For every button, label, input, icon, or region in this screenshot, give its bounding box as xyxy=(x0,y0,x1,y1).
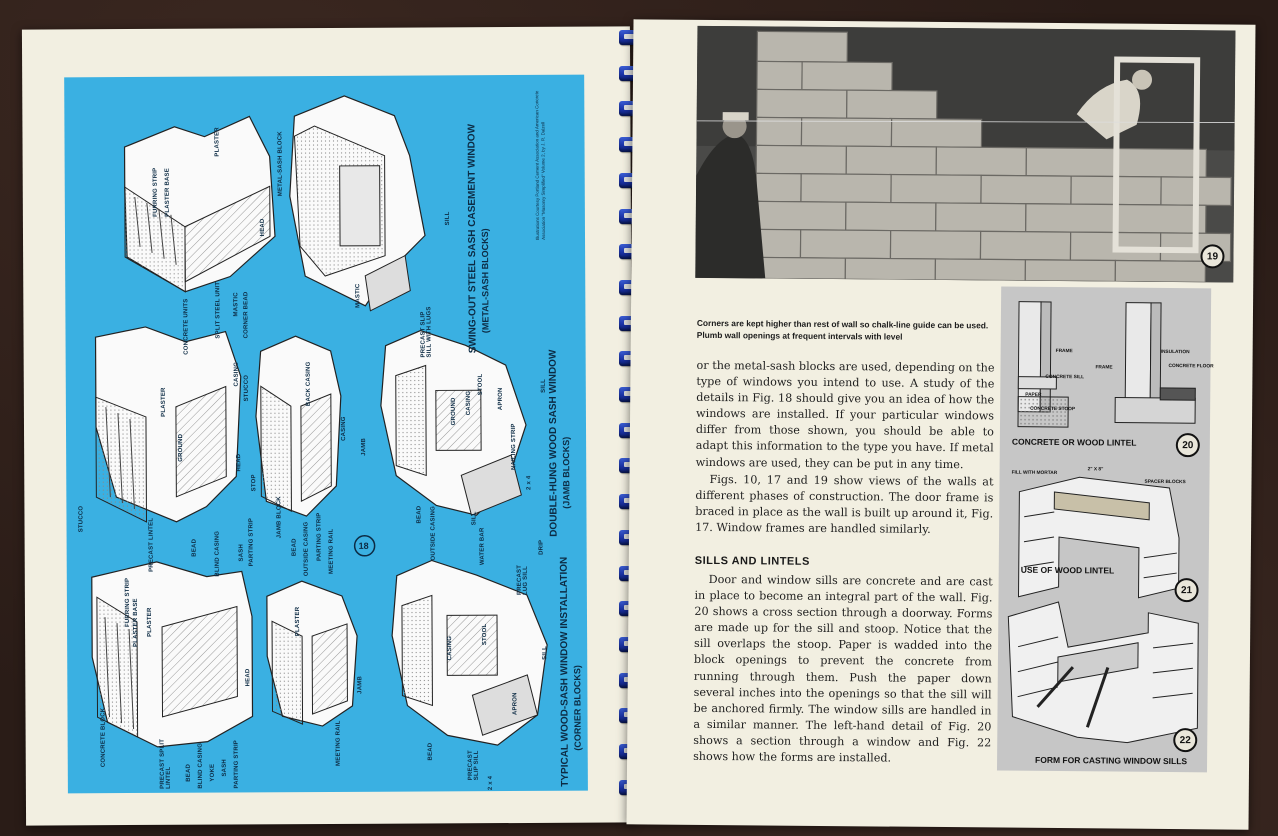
label-apron-2: APRON xyxy=(512,692,519,716)
label-corner-bead: CORNER BEAD xyxy=(243,291,250,339)
paragraph-1-text: or the metal-sash blocks are used, depending on the type of windows you intend to use. A study of the details in Fig. 18 should give you an idea of how the windows are installed. If your particular windows differ from those shown, you should be able to adapt this information to the type you have. If metal windows are used, they can be put in any time. xyxy=(695,358,995,471)
label-precast-lintel: PRECAST LINTEL xyxy=(148,517,155,572)
label-plaster-base-2: PLASTER BASE xyxy=(132,598,140,648)
label-furring-strip-2: FURRING STRIP xyxy=(124,577,132,628)
label-blind-casing-2: BLIND CASING xyxy=(197,742,204,789)
label-meeting-rail-2: MEETING RAIL xyxy=(335,720,342,766)
label-precast-lug-sill: PRECAST LUG SILL xyxy=(516,564,529,596)
figure-19-photo xyxy=(695,26,1235,283)
label-2x4-2: 2 x 4 xyxy=(487,775,494,791)
label-ground-2: GROUND xyxy=(450,397,457,426)
window-detail-illustrations xyxy=(64,75,588,794)
label-bead: BEAD xyxy=(191,538,198,557)
label-mastic-2: MASTIC xyxy=(355,283,362,308)
label-sill-1: SILL xyxy=(444,211,451,226)
label-concrete-block: CONCRETE BLOCK xyxy=(100,707,107,768)
label-sill-2: SILL xyxy=(540,379,547,393)
double-hung-title: DOUBLE-HUNG WOOD SASH WINDOW xyxy=(547,349,560,537)
label-casing-4: CASING xyxy=(447,635,454,661)
label-casing-2: CASING xyxy=(340,416,348,441)
label-apron: APRON xyxy=(497,387,504,411)
figure-20-title: CONCRETE OR WOOD LINTEL xyxy=(1011,436,1137,448)
fig20-label-frame-1: FRAME xyxy=(1055,348,1073,355)
fig21-label-spacer-blocks: SPACER BLOCKS xyxy=(1144,479,1186,486)
typical-jamb-drawing xyxy=(267,581,358,726)
swing-subtitle: (METAL-SASH BLOCKS) xyxy=(479,228,491,334)
illustration-credit: Illustrations Courtesy Portland Cement Association and American Concrete Association "Masonry Simplified" Volume 2, by J. R. Dalzell xyxy=(534,90,547,240)
label-precast-slip-sill: PRECAST SLIP SILL xyxy=(467,750,480,781)
label-furring-strip: FURRING STRIP xyxy=(152,167,159,217)
label-casing-3: CASING xyxy=(465,390,472,416)
label-jamb-block: JAMB BLOCK xyxy=(276,496,283,539)
fig20-label-paper: PAPER xyxy=(1025,392,1042,398)
fig20-label-insulation: INSULATION xyxy=(1160,349,1190,356)
label-stop: STOP xyxy=(251,474,258,492)
double-hung-head-drawing xyxy=(95,326,241,522)
label-plaster-2: PLASTER xyxy=(160,387,167,417)
label-concrete-units: CONCRETE UNITS xyxy=(183,298,190,355)
double-hung-subtitle: (JAMB BLOCKS) xyxy=(561,436,572,509)
label-parting-strip-3: PARTING STRIP xyxy=(233,739,240,789)
label-head-3: HEAD xyxy=(245,668,252,687)
paragraph-3-text: Door and window sills are concrete and are cast in place to become an integral part of the wall. Fig. 20 shows a cross section through a doorway. Forms are made up for the sill and stoop. Notice that the sill overlaps the stoop. Paper is wadded into the block openings to prevent the concrete from running through them. Push the paper down several inches into the openings so that the sill will be anchored firmly. The window sills are handled in a similar manner. The left-hand detail of Fig. 20 shows a section through a window and Fig. 22 shows how the forms are installed. xyxy=(693,572,993,765)
label-stucco-2: STUCCO xyxy=(243,374,250,402)
figure-22-title: FORM FOR CASTING WINDOW SILLS xyxy=(1035,754,1188,767)
label-precast-split-lintel: PRECAST SPLIT LINTEL xyxy=(159,738,172,789)
swing-title: SWING-OUT STEEL SASH CASEMENT WINDOW xyxy=(466,123,479,354)
label-sill-3: SILL xyxy=(471,511,478,526)
label-stool-2: STOOL xyxy=(482,623,489,646)
label-sash-2: SASH xyxy=(221,759,228,777)
figure-22-drawing xyxy=(1007,602,1198,744)
typical-title: TYPICAL WOOD-SASH WINDOW INSTALLATION xyxy=(558,556,571,787)
label-meeting-rail: MEETING RAIL xyxy=(328,528,335,574)
label-blind-casing: BLIND CASING xyxy=(214,530,221,577)
label-2x4: 2 x 4 xyxy=(526,475,533,490)
figure-21-drawing xyxy=(1019,477,1180,598)
label-outside-casing: OUTSIDE CASING xyxy=(303,521,310,577)
label-plaster-base: PLASTER BASE xyxy=(164,168,171,217)
label-plaster-4: PLASTER xyxy=(294,606,302,637)
label-jamb-2: JAMB xyxy=(357,676,364,694)
fig21-label-2x8: 2" X 8" xyxy=(1087,467,1104,473)
paragraph-1 xyxy=(696,358,995,473)
label-stucco: STUCCO xyxy=(78,505,85,533)
label-parting-strip: PARTING STRIP xyxy=(248,517,255,567)
label-casing: CASING xyxy=(233,361,240,387)
swing-out-sill-drawing xyxy=(289,95,425,311)
left-page xyxy=(22,26,634,825)
typical-head-drawing xyxy=(92,561,253,747)
label-water-bar: WATER BAR xyxy=(479,527,486,566)
label-jamb: JAMB xyxy=(361,437,368,456)
label-plaster-3: PLASTER xyxy=(146,607,154,637)
photo-caption: Corners are kept higher than rest of wall so chalk-line guide can be used. Plumb wall openings at frequent intervals with level xyxy=(696,317,989,342)
figure-18-panel xyxy=(64,75,588,794)
swing-out-head-drawing xyxy=(124,116,275,292)
fig20-label-concrete-stoop: CONCRETE STOOP xyxy=(1030,406,1076,413)
label-drip: DRIP xyxy=(538,539,545,555)
label-bead-4: BEAD xyxy=(185,763,192,782)
paragraph-3 xyxy=(693,572,993,768)
block-wall-photo xyxy=(695,26,1235,283)
fig20-label-frame-2: FRAME xyxy=(1095,365,1113,371)
figure-18-number: 18 xyxy=(358,540,369,551)
label-yoke: YOKE xyxy=(209,763,216,782)
label-nailing-strip: NAILING STRIP xyxy=(510,423,518,471)
figure-22-number: 22 xyxy=(1173,728,1197,752)
label-bead-5: BEAD xyxy=(427,742,434,761)
paragraph-2 xyxy=(695,472,994,539)
label-bead-2: BEAD xyxy=(291,538,298,557)
section-heading: SILLS AND LINTELS xyxy=(694,554,810,568)
double-hung-jamb-drawing xyxy=(256,336,342,516)
label-outside-casing-2: OUTSIDE CASING xyxy=(430,505,437,561)
figure-19-number: 19 xyxy=(1200,244,1224,268)
fig20-label-concrete-floor: CONCRETE FLOOR xyxy=(1168,363,1214,370)
figures-20-22-panel xyxy=(997,287,1214,773)
label-sash: SASH xyxy=(238,543,245,562)
typical-subtitle: (CORNER BLOCKS) xyxy=(572,665,583,751)
label-sill-4: SILL xyxy=(542,646,549,660)
right-page xyxy=(626,19,1255,829)
label-back-casing: BACK CASING xyxy=(305,361,312,407)
label-stool: STOOL xyxy=(477,373,484,396)
figure-20-number: 20 xyxy=(1176,433,1200,457)
label-head-2: HEAD xyxy=(236,453,243,472)
label-plaster: PLASTER xyxy=(214,127,221,157)
label-split-steel-unit: SPLIT STEEL UNIT xyxy=(215,281,222,339)
label-metal-sash-block: METAL-SASH BLOCK xyxy=(277,131,284,197)
label-head-1: HEAD xyxy=(259,218,267,237)
label-parting-strip-2: PARTING STRIP xyxy=(316,512,323,562)
fig21-label-fill-with-mortar: FILL WITH MORTAR xyxy=(1011,470,1058,477)
figure-21-number: 21 xyxy=(1174,578,1198,602)
label-bead-3: BEAD xyxy=(416,505,423,524)
label-mastic: MASTIC xyxy=(233,292,240,317)
label-ground: GROUND xyxy=(178,433,185,462)
fig20-label-concrete-sill: CONCRETE SILL xyxy=(1045,374,1085,381)
paragraph-2-text: Figs. 10, 17 and 19 show views of the walls at different phases of construction. The door frame is braced in place as the wall is built up around it, Fig. 17. Window frames are handled similarly. xyxy=(695,472,994,537)
figure-21-title: USE OF WOOD LINTEL xyxy=(1020,564,1115,576)
sill-lintel-drawings xyxy=(997,287,1214,773)
label-precast-slip-sill-lugs: PRECAST SLIP SILL WITH LUGS xyxy=(420,306,433,358)
